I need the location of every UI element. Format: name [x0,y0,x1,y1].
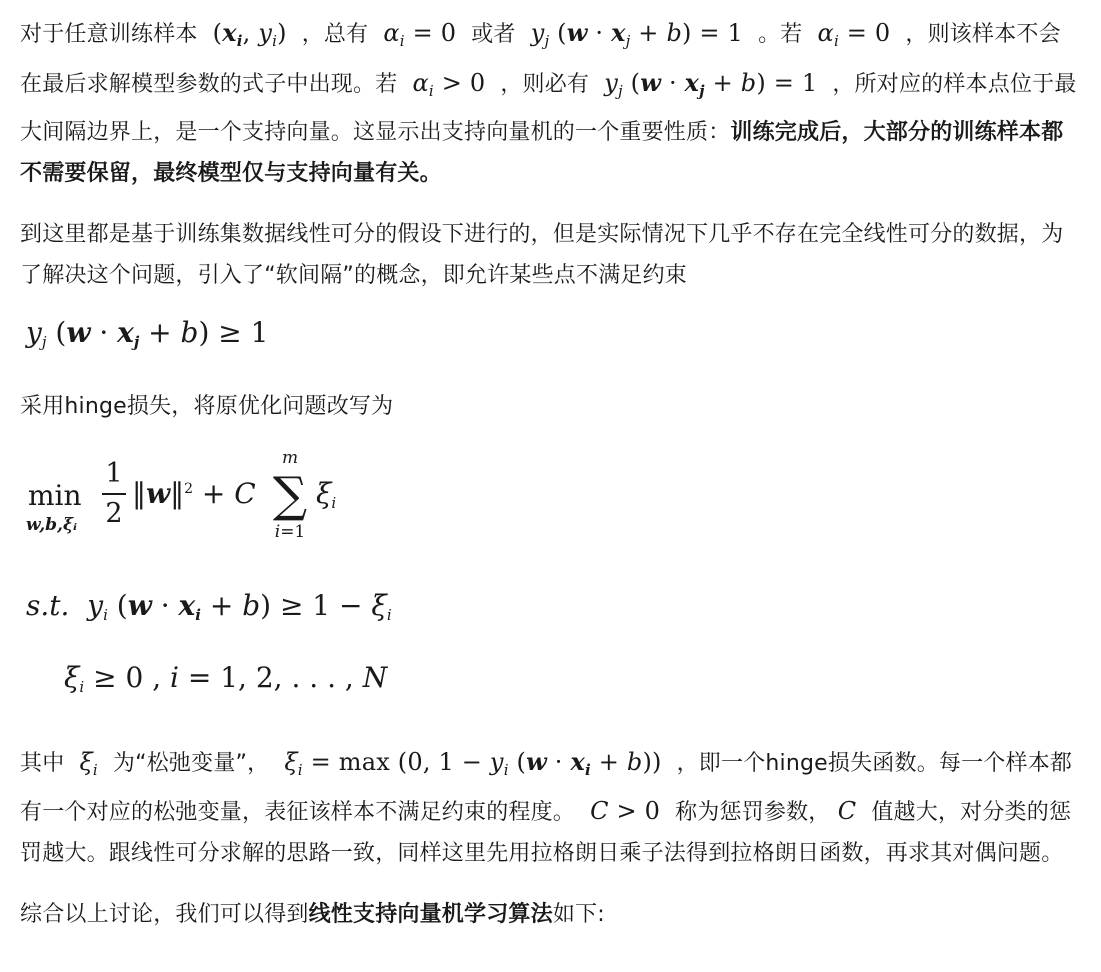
text: 。若 [758,22,803,47]
text: ，则必有 [500,72,590,97]
text: 称为惩罚参数， [675,800,831,825]
math-kkt-condition: $y_j$ $(w \cdot x_j + b) = 1$ [530,18,751,50]
equation-slack-nonneg: $\xi_i \ge 0$ , i = 1, 2, . . . , N [64,661,388,696]
text: ，即一个hinge损失函数。每一个样本都有一个对应的松弛变量，表征该样本不满足约束的程度。 [20,751,1073,825]
equation-subject-to: s.t. $y_i$ $(w \cdot x_i + b) \ge 1 - \xi_i$ [26,589,392,624]
min-subscript: w,b,ξᵢ [26,515,78,535]
math-c: C [837,797,857,825]
math-alpha-eq-zero: $\alpha_i = 0$ [383,19,465,50]
paragraph-hinge-intro [20,386,1080,427]
article-body [20,12,1080,935]
text: ，所对应的样本点位于最大间隔边界上，是一个支持向量。这显示出支持向量机的一个重要性质： [20,72,1077,145]
paragraph-soft-margin [20,214,1080,296]
bold-key-property: 训练完成后，大部分的训练样本都不需要保留，最终模型仅与支持向量有关。 [20,120,1064,186]
math-kkt-condition: $y_j$ $(w \cdot x_j + b) = 1$ [604,68,826,100]
paragraph-slack-variable [20,741,1080,874]
text: 如下: [552,902,605,927]
text: 值越大，对分类的惩罚越大。跟线性可分求解的思路一致，同样这里先用拉格朗日乘子法得到拉格朗日函数，再求其对偶问题。 [20,800,1072,866]
math-alpha-positive: $\alpha_i > 0$ [412,69,494,100]
equation-hard-constraint: $y_j$ $(w \cdot x_j + b) \ge 1$ [26,316,269,351]
text: 综合以上讨论，我们可以得到 [20,902,309,927]
text: 为“松弛变量”， [112,751,270,776]
text: 对于任意训练样本 [20,22,198,47]
math-alpha-eq-zero: $\alpha_i = 0$ [817,19,899,50]
equation-objective [20,448,1080,567]
summation: m ∑ i=1 [272,448,308,542]
paragraph-summary [20,894,1080,935]
text: 采用hinge损失，将原优化问题改写为 [20,394,394,419]
text: 或者 [471,22,516,47]
text: ，总有 [301,22,369,47]
text: 到这里都是基于训练集数据线性可分的假设下进行的，但是实际情况下几乎不存在完全线性可分的数据，为了解决这个问题，引入了“软间隔”的概念，即允许某些点不满足约束 [20,222,1064,288]
slack-term: $\xi_i$ [316,477,337,512]
math-sample: ($x_i$, $y_i$) [204,18,295,50]
math-c-positive: C > 0 [590,797,668,825]
bold-algorithm-name: 线性支持向量机学习算法 [308,902,553,927]
text: ，则该样本不会在最后求解模型参数的式子中出现。若 [20,22,1061,97]
math-xi: $\xi_i$ [79,748,98,779]
paragraph-support-vectors [20,12,1080,194]
fraction-one-half: 1 2 [102,457,126,531]
min-operator: min [28,479,82,512]
norm-term: ‖w‖$^2$ + C [132,477,256,510]
text: 其中 [20,751,65,776]
math-xi-definition: $\xi_i = \max (0$, $1 - y_i$ $(w \cdot x_i + b)$) [284,747,670,779]
